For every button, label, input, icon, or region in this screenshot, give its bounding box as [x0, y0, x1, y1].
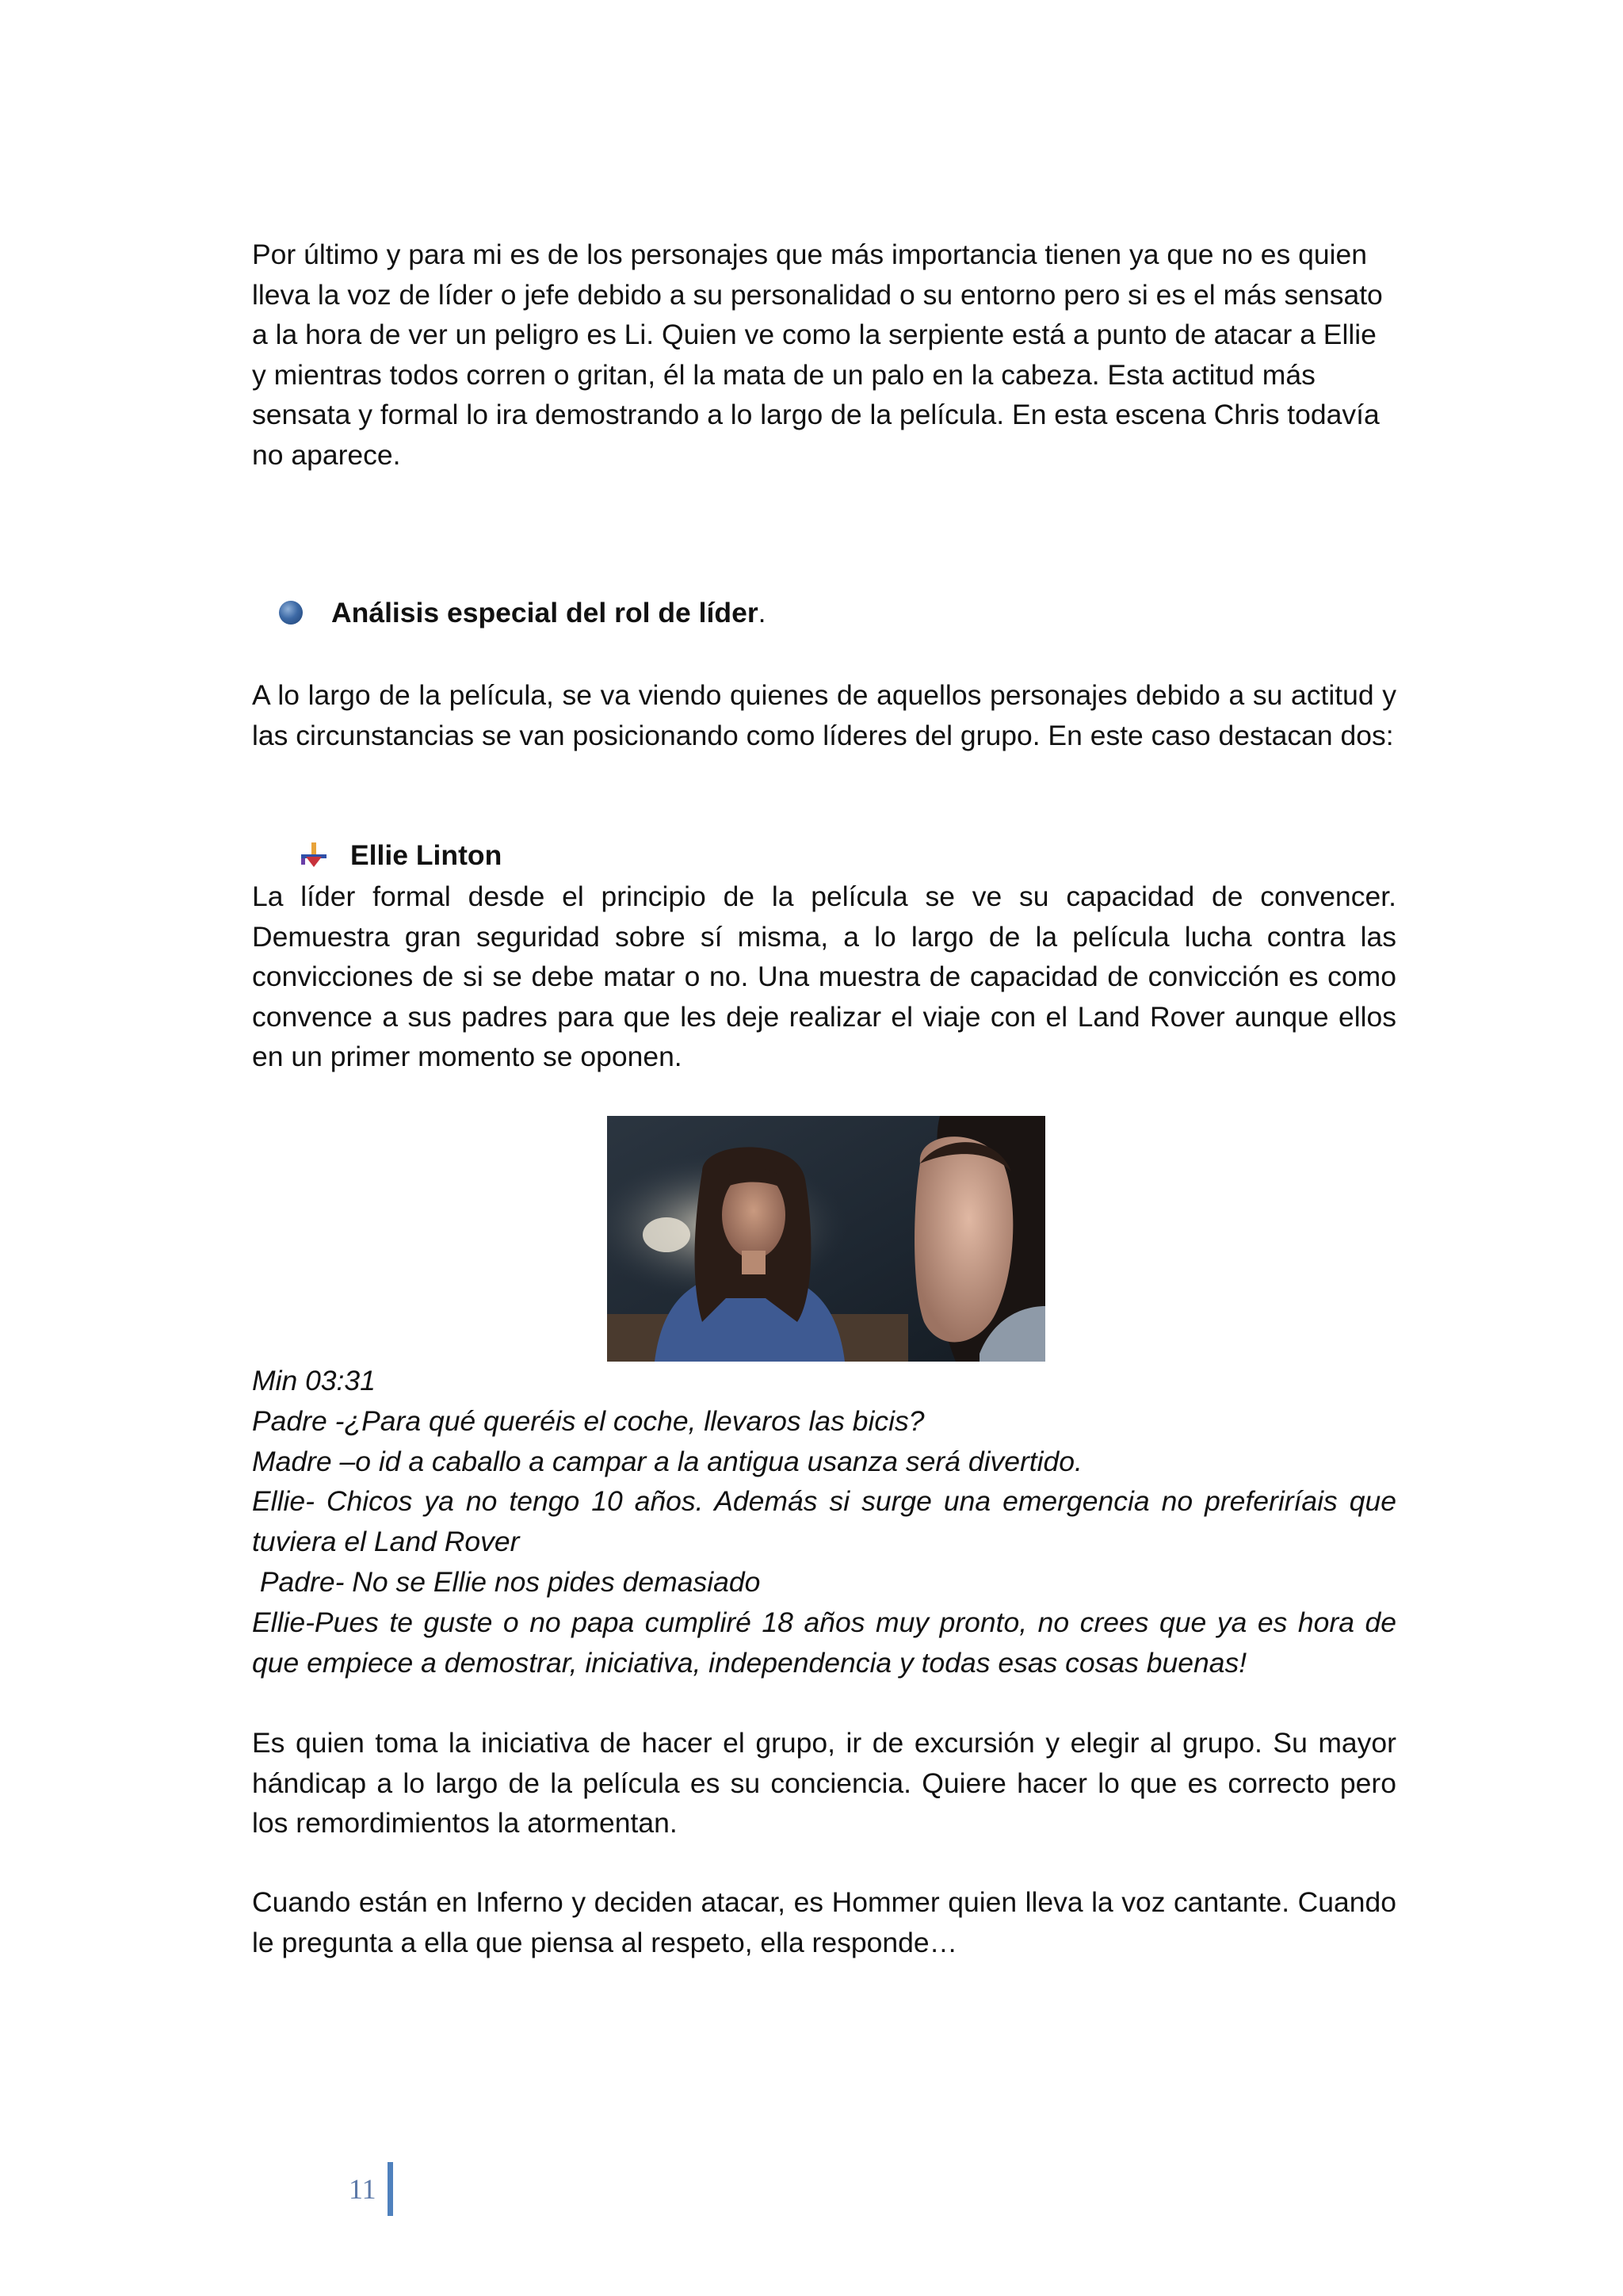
- section-title-suffix: .: [758, 597, 766, 628]
- subsection-title: Ellie Linton: [350, 839, 502, 871]
- initiative-paragraph: Es quien toma la iniciativa de hacer el grupo, ir de excursión y elegir al grupo. Su mayor hándicap a lo largo de la película es su conciencia. Quiere hacer lo que es correcto pero los remordimientos la atormentan.: [252, 1727, 1396, 1839]
- section-title-bold: Análisis especial del rol de líder: [331, 597, 758, 628]
- footer-divider-bar: [388, 2162, 393, 2216]
- dialog-line: Madre –o id a caballo a campar a la antigua usanza será divertido.: [252, 1445, 1083, 1477]
- dialog-line: Padre- No se Ellie nos pides demasiado: [252, 1565, 761, 1598]
- subsection-heading: [300, 835, 502, 875]
- dialog-timestamp: Min 03:31: [252, 1365, 376, 1396]
- dialog-line: Padre -¿Para qué queréis el coche, llevaros las bicis?: [252, 1404, 925, 1437]
- ellie-paragraph: La líder formal desde el principio de la película se ve su capacidad de convencer. Demuestra gran seguridad sobre sí misma, a lo largo de la película lucha contra las convicciones de si se debe matar o no. Una muestra de capacidad de convicción es como convence a sus padres para que les deje realizar el viaje con el Land Rover aunque ellos en un primer momento se oponen.: [252, 881, 1396, 1072]
- film-still-illustration: [607, 1116, 1045, 1362]
- page-footer: [349, 2162, 393, 2216]
- dialog-block: [252, 1361, 1396, 1683]
- section-intro-paragraph: A lo largo de la película, se va viendo quienes de aquellos personajes debido a su actitud y las circunstancias se van posicionando como líderes del grupo. En este caso destacan dos:: [252, 679, 1396, 751]
- page-number: 11: [349, 2173, 376, 2205]
- dialog-line: Ellie- Chicos ya no tengo 10 años. Además si surge una emergencia no preferiríais que tuviera el Land Rover: [252, 1485, 1396, 1558]
- ellie-paragraph-block: [252, 877, 1396, 1077]
- section-heading: [279, 593, 766, 632]
- inferno-paragraph: Cuando están en Inferno y deciden atacar, es Hommer quien lleva la voz cantante. Cuando le pregunta a ella que piensa al respeto, ella responde…: [252, 1886, 1396, 1958]
- arrow-down-icon: [300, 841, 328, 869]
- circle-bullet-icon: [279, 601, 303, 625]
- dialog-line: Ellie-Pues te guste o no papa cumpliré 18 años muy pronto, no crees que ya es hora de que empiece a demostrar, iniciativa, independencia y todas esas cosas buenas!: [252, 1606, 1396, 1679]
- section-heading-text: [331, 593, 766, 632]
- film-still-image: [607, 1116, 1045, 1362]
- intro-paragraph: Por último y para mi es de los personajes que más importancia tienen ya que no es quien lleva la voz de líder o jefe debido a su personalidad o su entorno pero si es el más sensato a la hora de ver un peligro es Li. Quien ve como la serpiente está a punto de atacar a Ellie y mientras todos corren o gritan, él la mata de un palo en la cabeza. Esta actitud más sensata y formal lo ira demostrando a lo largo de la película. En esta escena Chris todavía no aparece.: [252, 239, 1383, 471]
- initiative-paragraph-block: [252, 1723, 1396, 1843]
- section-intro-block: [252, 675, 1396, 755]
- intro-paragraph-block: [252, 235, 1396, 475]
- inferno-paragraph-block: [252, 1882, 1396, 1962]
